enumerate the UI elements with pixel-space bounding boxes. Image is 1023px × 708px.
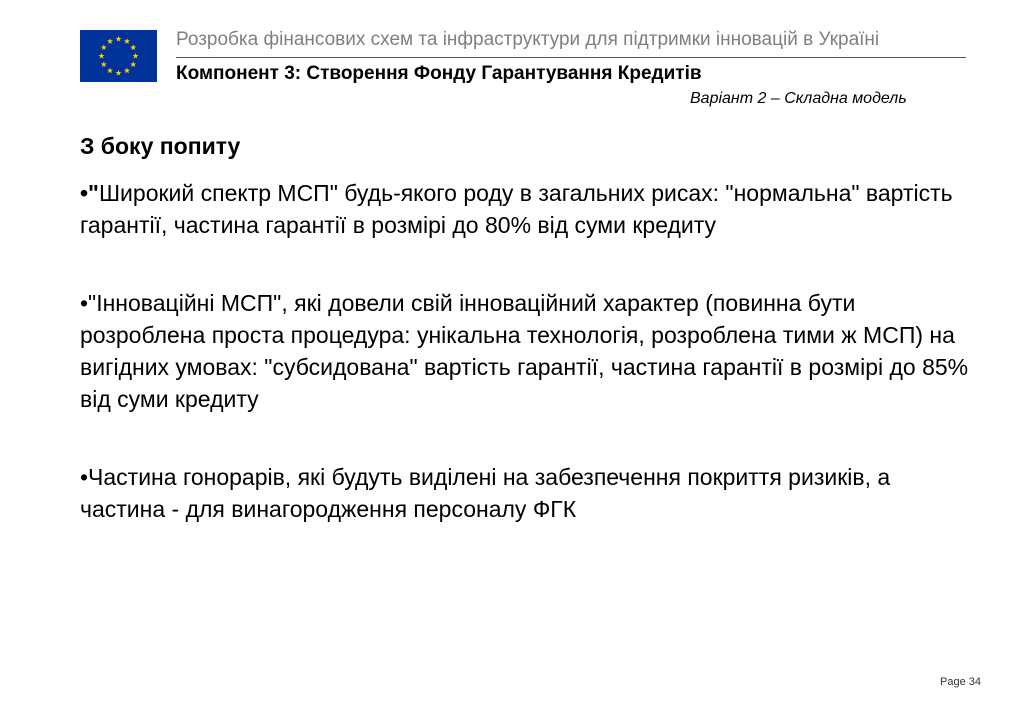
eu-flag-icon [80, 30, 157, 82]
flag-star-icon [115, 70, 121, 76]
variant-label: Варіант 2 – Складна модель [690, 90, 907, 107]
flag-star-icon [124, 38, 130, 44]
flag-star-icon [101, 61, 107, 67]
header-divider [176, 57, 966, 58]
flag-star-icon [107, 38, 113, 44]
flag-star-icon [132, 53, 138, 59]
bullet-text: Широкий спектр МСП" будь-якого роду в загальних рисах: "нормальна" вартість гарантії, частина гарантії в розмірі до 80% від суми кредиту [80, 180, 953, 238]
flag-star-icon [130, 44, 136, 50]
flag-star-icon [98, 53, 104, 59]
bullet-item: •Частина гонорарів, які будуть виділені на забезпечення покриття ризиків, а частина - для винагородження персоналу ФГК [80, 464, 891, 522]
bullet-prefix: •" [80, 180, 99, 206]
bullet-item [80, 177, 980, 241]
bullet-item: •"Інноваційні МСП", які довели свій інноваційний характер (повинна бути розроблена проста процедура: унікальна технологія, розроблена тими ж МСП) на вигідних умовах: "субсидована" вартість гарантії, частина гарантії в розмірі до 85% від суми кредиту [80, 290, 969, 412]
flag-star-icon [130, 61, 136, 67]
flag-star-icon [101, 44, 107, 50]
flag-star-icon [107, 68, 113, 74]
header-subtitle: Розробка фінансових схем та інфраструктури для підтримки інновацій в Україні [176, 29, 880, 50]
flag-star-icon [115, 36, 121, 42]
flag-star-icon [124, 68, 130, 74]
page-number: Page 34 [940, 676, 981, 688]
section-heading: З боку попиту [80, 133, 241, 159]
header-title: Компонент 3: Створення Фонду Гарантування Кредитів [176, 63, 702, 84]
